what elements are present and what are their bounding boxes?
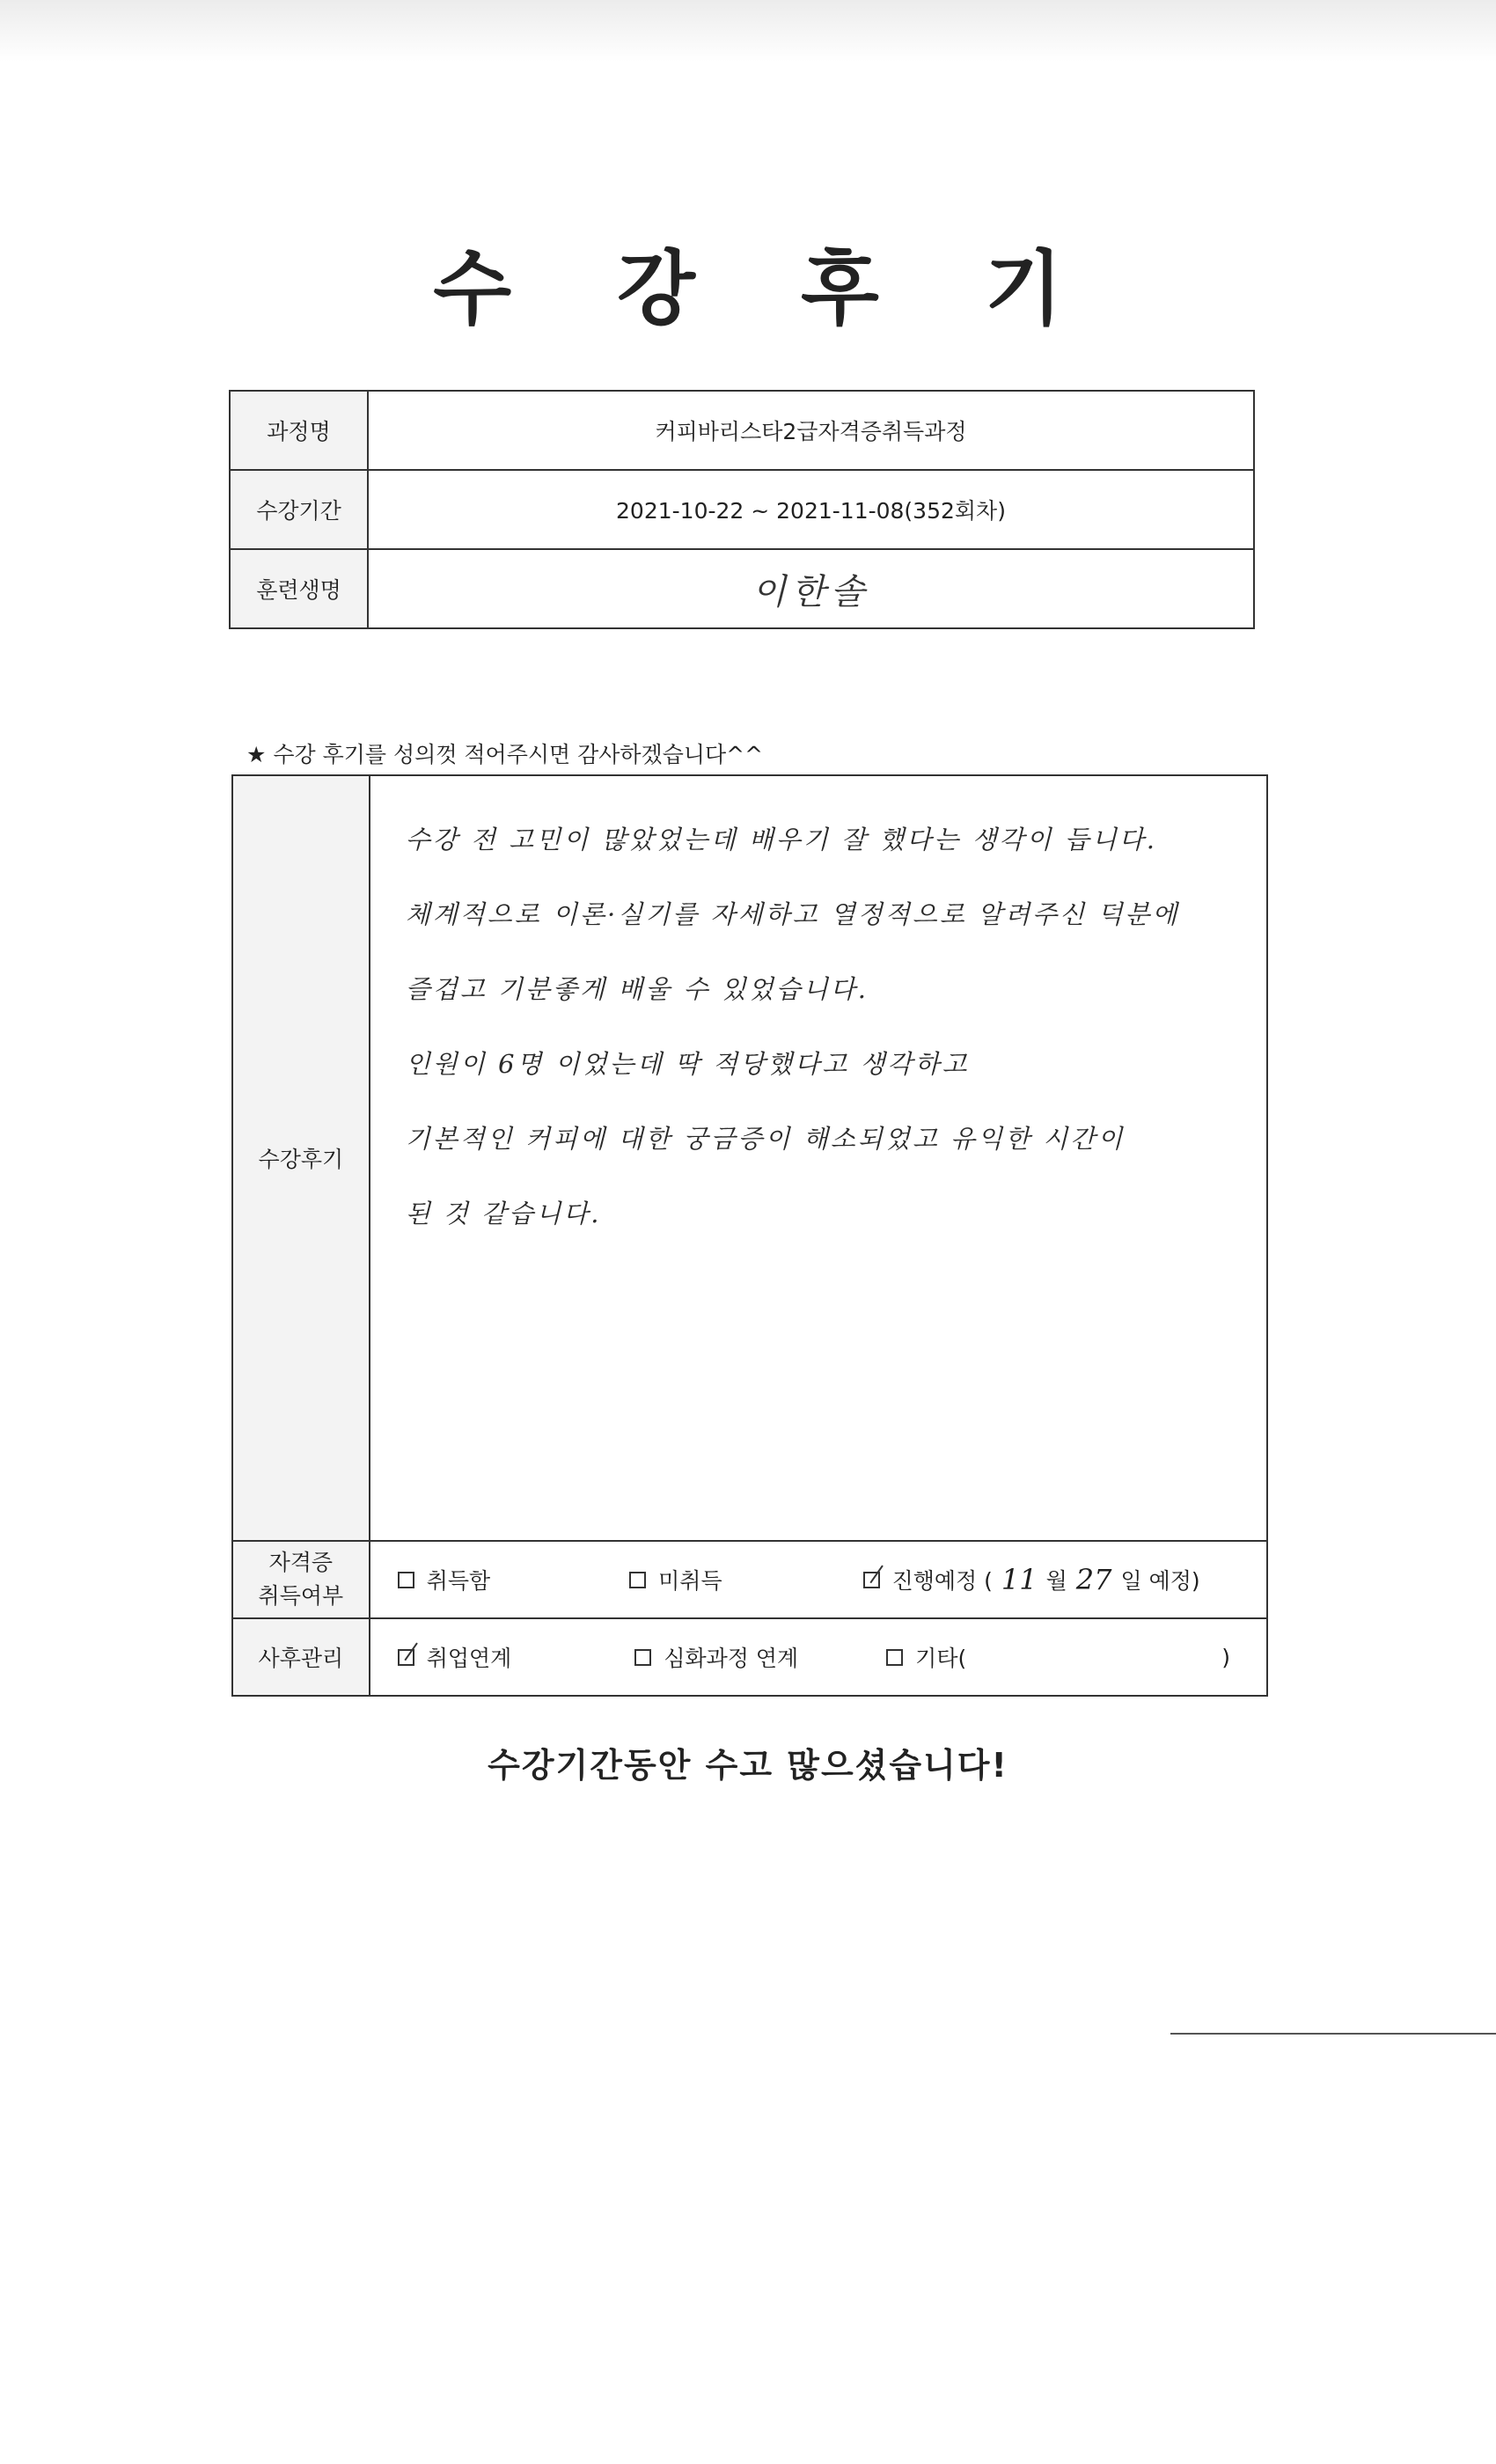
trainee-label: 훈련생명	[230, 549, 368, 628]
trainee-handwritten-name: 이한솔	[752, 571, 870, 612]
option-acquired-label: 취득함	[426, 1568, 491, 1594]
course-value: 커피바리스타2급자격증취득과정	[368, 391, 1254, 470]
checked-checkbox-icon[interactable]	[863, 1572, 880, 1588]
certificate-options	[370, 1541, 1267, 1618]
certificate-label-line1: 자격증	[268, 1550, 334, 1575]
month-unit: 월	[1045, 1568, 1067, 1594]
option-not-acquired[interactable]	[629, 1564, 722, 1595]
checkbox-icon[interactable]	[886, 1649, 903, 1666]
option-job-link-label: 취업연계	[426, 1646, 512, 1671]
trainee-cell	[368, 549, 1254, 628]
review-line: 인원이 6명 이었는데 딱 적당했다고 생각하고	[405, 1049, 970, 1079]
checkbox-icon[interactable]	[398, 1572, 414, 1588]
checked-checkbox-icon[interactable]	[398, 1649, 414, 1666]
option-job-link[interactable]	[398, 1641, 512, 1673]
page-title: 수 강 후 기	[433, 242, 1102, 336]
trainee-row	[230, 549, 1254, 628]
option-other-label: 기타(	[915, 1646, 967, 1671]
course-label: 과정명	[230, 391, 368, 470]
course-row	[230, 391, 1254, 470]
review-label: 수강후기	[232, 775, 370, 1541]
period-label: 수강기간	[230, 470, 368, 549]
certificate-label	[232, 1541, 370, 1618]
closing-message: 수강기간동안 수고 많으셨습니다!	[488, 1746, 1008, 1785]
option-advanced-course[interactable]	[634, 1641, 798, 1673]
followup-label: 사후관리	[232, 1618, 370, 1696]
review-handwriting-area	[370, 775, 1267, 1541]
checkbox-icon[interactable]	[629, 1572, 646, 1588]
checkbox-icon[interactable]	[634, 1649, 651, 1666]
option-advanced-course-label: 심화과정 연계	[664, 1646, 799, 1671]
day-unit: 일 예정)	[1120, 1568, 1200, 1594]
option-in-progress-label: 진행예정 (	[891, 1568, 993, 1594]
review-line: 기본적인 커피에 대한 궁금증이 해소되었고 유익한 시간이	[405, 1124, 1126, 1154]
option-acquired[interactable]	[398, 1564, 490, 1595]
day-handwritten: 27	[1075, 1563, 1112, 1596]
option-other-close: )	[1221, 1644, 1230, 1670]
review-line: 체계적으로 이론·실기를 자세하고 열정적으로 알려주신 덕분에	[405, 899, 1180, 929]
review-line: 수강 전 고민이 많았었는데 배우기 잘 했다는 생각이 듭니다.	[405, 825, 1158, 854]
option-not-acquired-label: 미취득	[658, 1568, 722, 1594]
option-in-progress[interactable]	[863, 1563, 1200, 1596]
review-row	[232, 775, 1267, 1541]
course-info-table	[229, 390, 1255, 629]
period-value: 2021-10-22 ~ 2021-11-08(352회차)	[368, 470, 1254, 549]
month-handwritten: 11	[1001, 1563, 1038, 1596]
review-line: 된 것 같습니다.	[405, 1199, 602, 1228]
option-other[interactable]	[886, 1641, 1230, 1673]
period-row	[230, 470, 1254, 549]
certificate-label-line2: 취득여부	[258, 1583, 344, 1609]
followup-row	[232, 1618, 1267, 1696]
scan-divider-line	[1170, 2033, 1496, 2035]
review-line: 즐겁고 기분좋게 배울 수 있었습니다.	[405, 974, 869, 1004]
review-table	[231, 774, 1268, 1697]
notice-text: ★ 수강 후기를 성의껏 적어주시면 감사하겠습니다^^	[246, 742, 764, 767]
certificate-row	[232, 1541, 1267, 1618]
followup-options	[370, 1618, 1267, 1696]
page-scan-edge	[0, 0, 1496, 62]
